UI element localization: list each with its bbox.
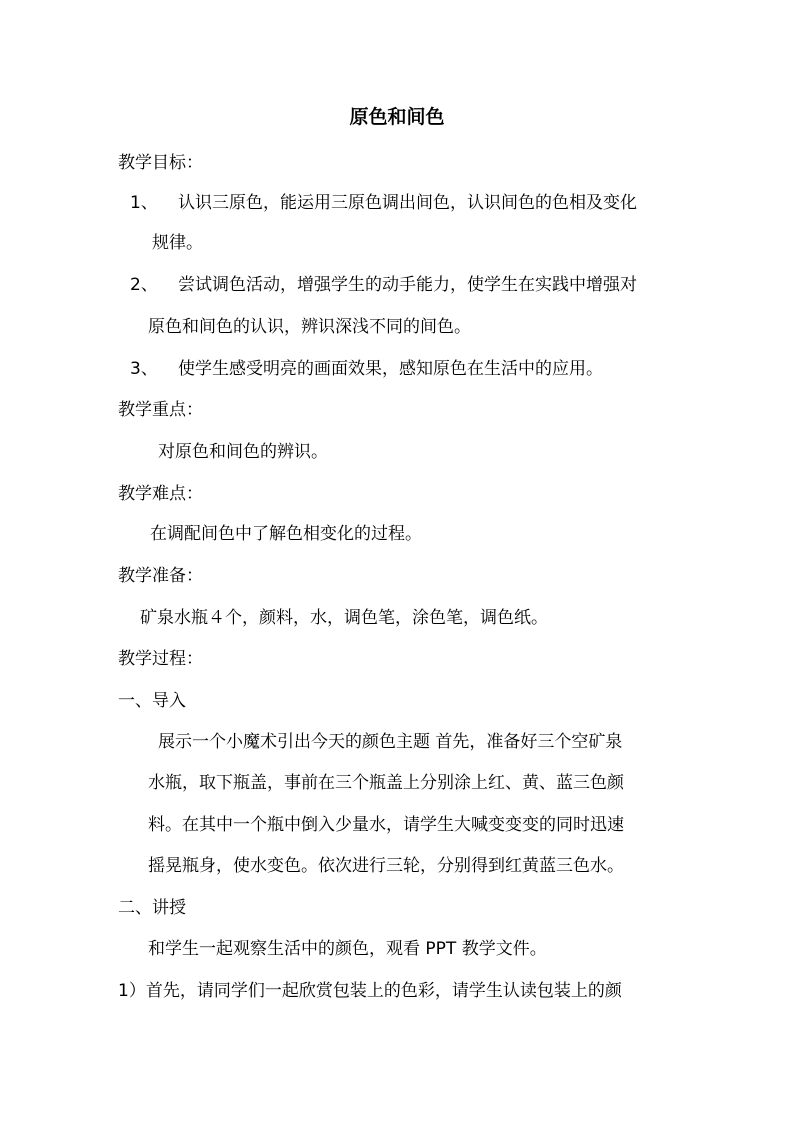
lecture-heading: 二、讲授 — [118, 898, 186, 918]
objective-1-line1: 认识三原色，能运用三原色调出间色，认识间色的色相及变化 — [178, 193, 637, 213]
document-title: 原色和间色 — [349, 106, 445, 128]
objective-3-number: 3、 — [130, 359, 158, 379]
objective-1-line2: 规律。 — [152, 233, 203, 253]
intro-line-2: 水瓶，取下瓶盖，事前在三个瓶盖上分别涂上红、黄、蓝三色颜 — [148, 773, 624, 793]
objective-2-line1: 尝试调色活动，增强学生的动手能力，使学生在实践中增强对 — [178, 275, 637, 295]
intro-line-4: 摇晃瓶身，使水变色。依次进行三轮，分别得到红黄蓝三色水。 — [148, 856, 624, 876]
objective-1-number: 1、 — [130, 193, 158, 213]
key-points-heading: 教学重点： — [118, 400, 203, 420]
objective-2-line2: 原色和间色的认识，辨识深浅不同的间色。 — [148, 317, 471, 337]
preparation-heading: 教学准备： — [118, 566, 203, 586]
difficulties-heading: 教学难点： — [118, 484, 203, 504]
lecture-line-2: 1）首先，请同学们一起欣赏包装上的色彩，请学生认读包装上的颜 — [118, 981, 622, 1001]
intro-line-3: 料。在其中一个瓶中倒入少量水，请学生大喊变变变的同时迅速 — [148, 815, 624, 835]
preparation-text: 矿泉水瓶４个，颜料，水，调色笔，涂色笔，调色纸。 — [140, 608, 548, 628]
objective-2-number: 2、 — [130, 275, 158, 295]
objectives-heading: 教学目标： — [118, 153, 203, 173]
intro-line-1: 展示一个小魔术引出今天的颜色主题 首先，准备好三个空矿泉 — [158, 732, 623, 752]
key-points-text: 对原色和间色的辨识。 — [158, 442, 328, 462]
objective-3-line1: 使学生感受明亮的画面效果，感知原色在生活中的应用。 — [178, 359, 603, 379]
lecture-line-1: 和学生一起观察生活中的颜色，观看 PPT 教学文件。 — [148, 939, 547, 959]
difficulties-text: 在调配间色中了解色相变化的过程。 — [150, 524, 422, 544]
process-heading: 教学过程： — [118, 649, 203, 669]
intro-heading: 一、导入 — [118, 691, 186, 711]
